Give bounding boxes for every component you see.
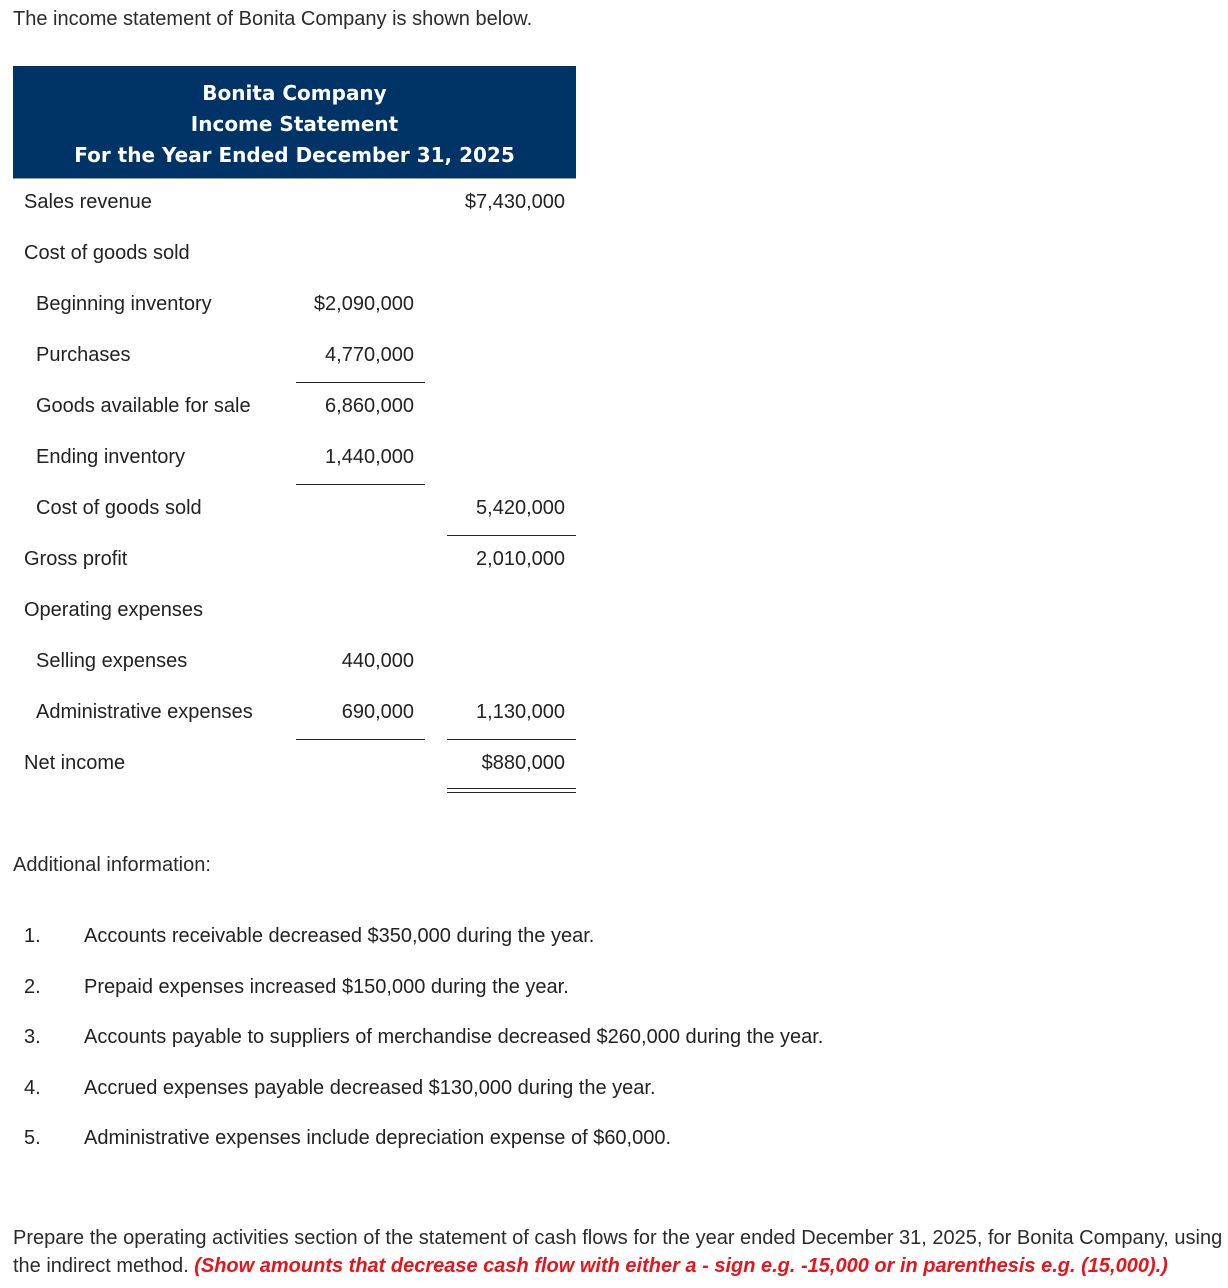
row-subamount: 440,000 <box>341 650 414 672</box>
row-label: Selling expenses <box>36 650 188 672</box>
row-cogs-heading <box>13 230 576 281</box>
item-number: 1. <box>24 925 41 947</box>
instructions-text: Prepare the operating activities section of the statement of cash flows for the year ended December 31, 2025, for Bonita Company, using the indirect method. <box>13 1227 1223 1277</box>
row-label: Purchases <box>36 344 131 366</box>
item-text: Accounts receivable decreased $350,000 during the year. <box>84 925 595 947</box>
item-number: 5. <box>24 1127 41 1149</box>
row-net-income <box>13 740 576 791</box>
row-label: Operating expenses <box>24 599 204 621</box>
row-ending-inventory <box>13 434 576 485</box>
item-number: 4. <box>24 1076 41 1099</box>
item-text: Administrative expenses include depreciation expense of $60,000. <box>84 1127 672 1149</box>
row-label: Cost of goods sold <box>36 497 202 519</box>
row-cogs-total <box>13 485 576 536</box>
item-text: Accounts payable to suppliers of merchandise decreased $260,000 during the year. <box>84 1026 824 1048</box>
row-amount: $880,000 <box>481 752 565 774</box>
row-operating-expenses-heading <box>13 587 576 638</box>
row-subamount: 1,440,000 <box>325 446 414 468</box>
statement-title: Income Statement <box>190 112 399 136</box>
row-beginning-inventory <box>13 281 576 332</box>
row-amount: 5,420,000 <box>476 497 565 519</box>
row-sales-revenue <box>13 179 576 230</box>
row-amount: $7,430,000 <box>464 191 565 213</box>
row-label: Goods available for sale <box>36 395 251 417</box>
row-label: Sales revenue <box>24 191 152 213</box>
row-administrative-expenses <box>13 689 576 740</box>
company-name: Bonita Company <box>202 81 387 105</box>
row-subamount: 4,770,000 <box>325 344 414 366</box>
row-amount: 2,010,000 <box>476 548 565 570</box>
double-underline <box>447 788 576 793</box>
row-label: Administrative expenses <box>36 701 253 723</box>
item-number: 3. <box>24 1026 41 1048</box>
row-selling-expenses <box>13 638 576 689</box>
row-label: Gross profit <box>24 548 128 570</box>
item-text: Accrued expenses payable decreased $130,000 during the year. <box>84 1076 656 1099</box>
income-statement <box>13 66 576 791</box>
item-number: 2. <box>24 975 41 998</box>
row-label: Ending inventory <box>36 446 185 468</box>
row-subamount: 6,860,000 <box>325 395 414 417</box>
item-text: Prepaid expenses increased $150,000 during the year. <box>84 975 569 998</box>
statement-period: For the Year Ended December 31, 2025 <box>74 143 515 167</box>
intro-text: The income statement of Bonita Company is shown below. <box>13 8 533 30</box>
row-subamount: $2,090,000 <box>313 293 414 315</box>
row-purchases <box>13 332 576 383</box>
instructions-note: (Show amounts that decrease cash flow with either a - sign e.g. -15,000 or in parenthesis e.g. (15,000).) <box>194 1255 1168 1277</box>
additional-info-heading: Additional information: <box>13 854 211 876</box>
row-goods-available <box>13 383 576 434</box>
instructions <box>13 1224 1225 1280</box>
row-label: Cost of goods sold <box>24 242 190 264</box>
row-label: Beginning inventory <box>36 293 212 315</box>
statement-header <box>13 66 576 178</box>
row-gross-profit <box>13 536 576 587</box>
row-subamount: 690,000 <box>341 701 414 723</box>
row-label: Net income <box>24 752 126 774</box>
row-amount: 1,130,000 <box>476 701 565 723</box>
